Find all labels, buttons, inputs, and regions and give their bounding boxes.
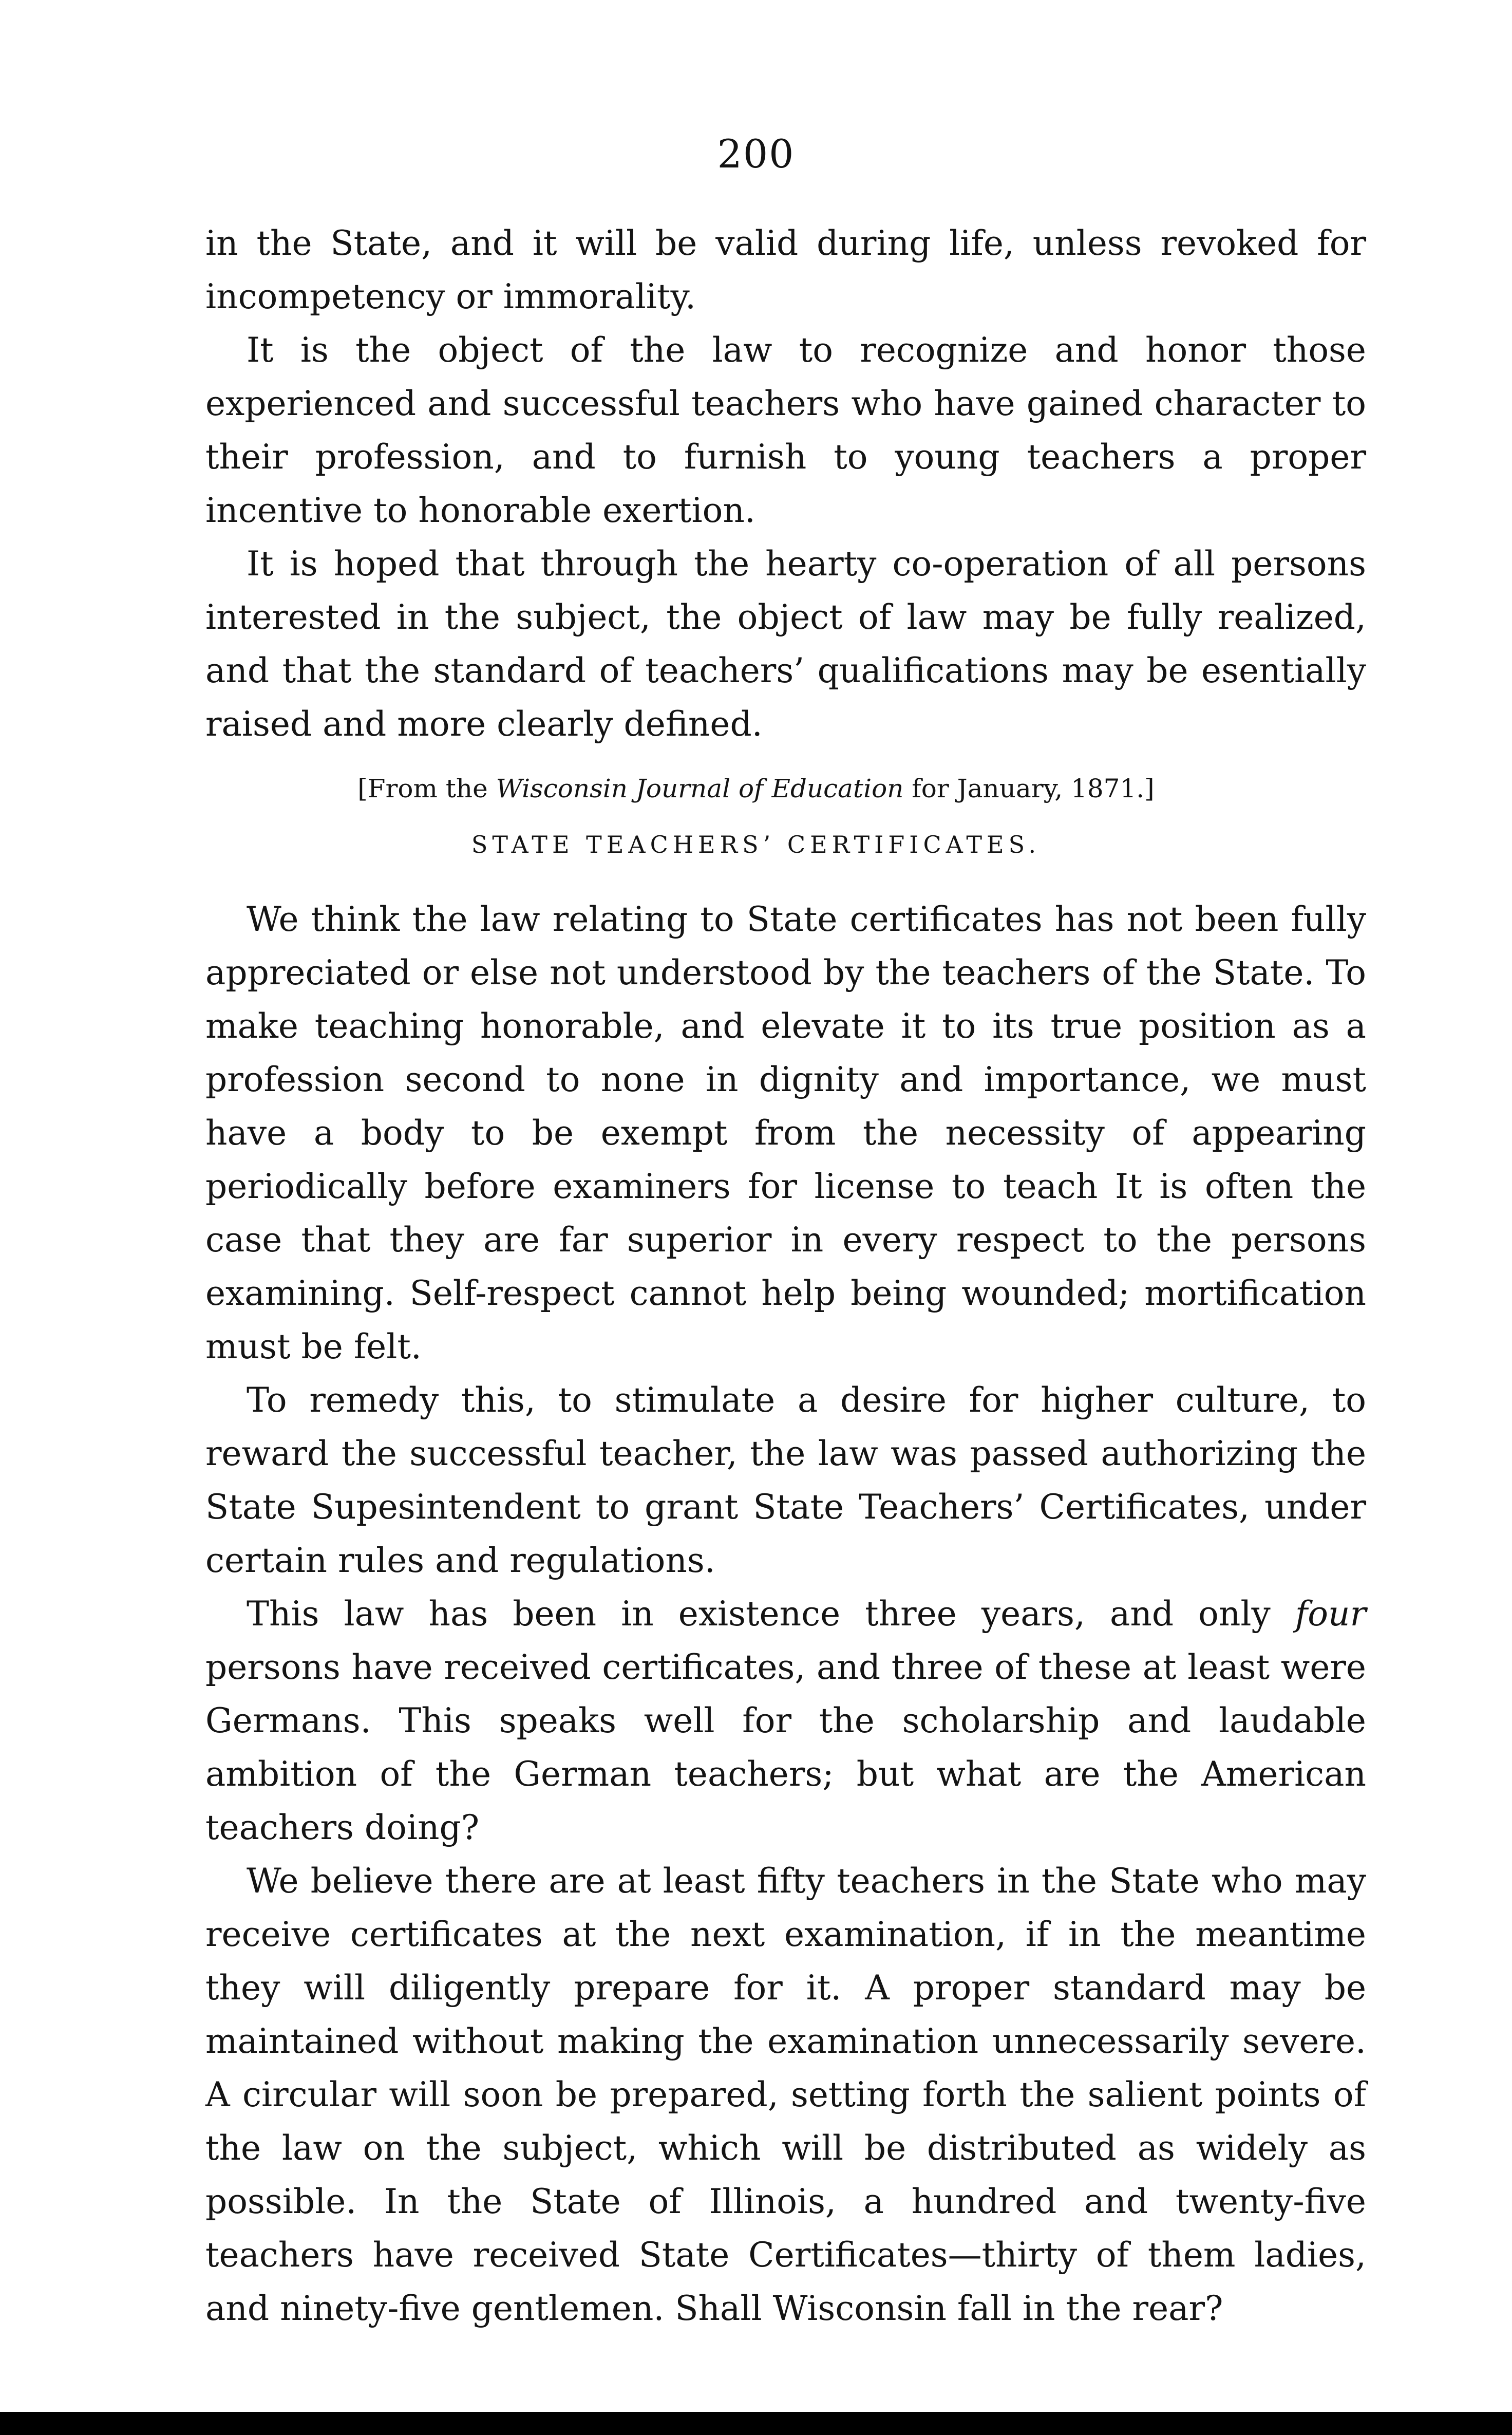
source-close: for January, 1871.] — [912, 774, 1155, 803]
article-text-block — [205, 893, 1366, 2335]
existence-emphasis: four — [1295, 1594, 1367, 1634]
paragraph-remedy: To remedy this, to stimulate a desire for higher culture, to reward the successful teacher, the law was passed authorizing the State Supesintendent to grant State Teachers’ Certificates, under certain rules and regulations. — [205, 1380, 1366, 1580]
paragraph-law-object: It is the object of the law to recognize and honor those experienced and successful teachers who have gained character to their profession, and to furnish to young teachers a proper incentive to honorable exertion. — [205, 330, 1366, 530]
existence-after: persons have received certificates, and three of these at least were Germans. This speaks well for the scholarship and laudable ambition of the German teachers; but what are the American teachers doing? — [205, 1647, 1366, 1847]
source-citation — [0, 771, 1512, 807]
paragraph-continuation: in the State, and it will be valid during life, unless revoked for incompetency or immorality. — [205, 223, 1366, 316]
section-heading: STATE TEACHERS’ CERTIFICATES. — [471, 831, 1041, 858]
scan-bottom-border — [0, 2412, 1512, 2435]
existence-before: This law has been in existence three years, and only — [247, 1594, 1271, 1634]
opening-text-block — [205, 217, 1366, 751]
page-number: 200 — [717, 131, 795, 177]
paragraph-existence — [205, 1587, 1366, 1855]
source-journal-title: Wisconsin Journal of Education — [496, 774, 904, 803]
paragraph-fifty-teachers: We believe there are at least fifty teachers in the State who may receive certificates at the next examination, if in the meantime they will diligently prepare for it. A proper standard may be maintained without making the examination unnecessarily severe. A circular will soon be prepared, setting forth the salient points of the law on the subject, which will be distributed as widely as possible. In the State of Illinois, a hundred and twenty-five teachers have received State Certificates—thirty of them ladies, and ninety-five gentlemen. Shall Wisconsin fall in the rear? — [205, 1861, 1366, 2328]
paragraph-hearty-cooperation: It is hoped that through the hearty co-operation of all persons interested in the subject, the object of law may be fully realized, and that the standard of teachers’ qualifications may be esentially raised and more clearly defined. — [205, 544, 1366, 744]
paragraph-law-appreciated: We think the law relating to State certificates has not been fully appreciated or else not understood by the teachers of the State. To make teaching honorable, and elevate it to its true position as a profession second to none in dignity and importance, we must have a body to be exempt from the necessity of appearing periodically before examiners for license to teach It is often the case that they are far superior in every respect to the persons examining. Self-respect cannot help being wounded; mortification must be felt. — [205, 900, 1366, 1366]
source-open: [From the — [357, 774, 488, 803]
